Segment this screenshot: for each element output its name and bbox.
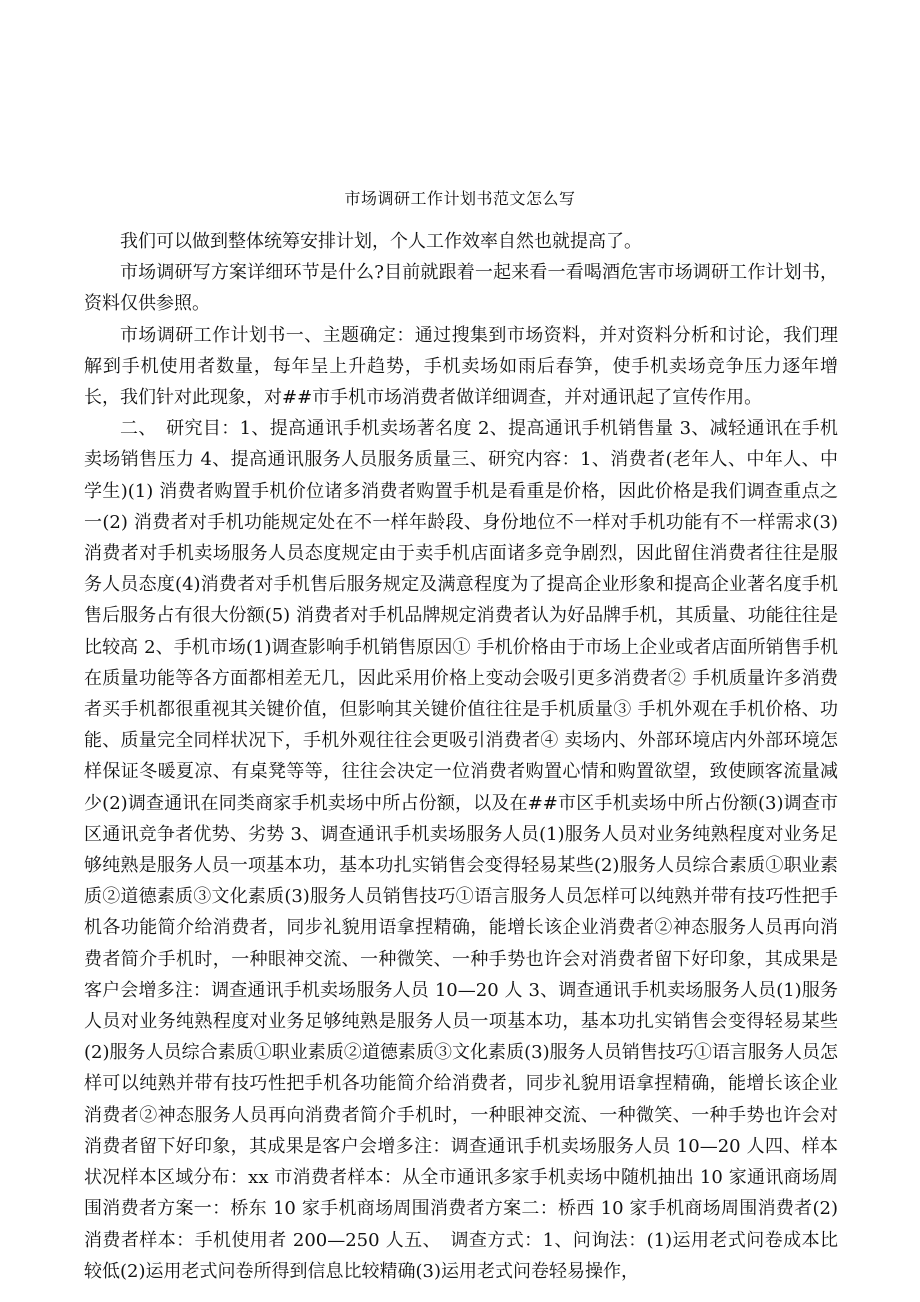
paragraph-question: 市场调研写方案详细环节是什么?目前就跟着一起来看一看喝酒危害市场调研工作计划书，资料仅供参照。 [84, 262, 838, 315]
paragraph-intro: 我们可以做到整体统筹安排计划，个人工作效率自然也就提高了。 [120, 231, 642, 252]
paragraph-research: 二、 研究目：1、提高通讯手机卖场著名度 2、提高通讯手机销售量 3、减轻通讯在手机卖场销售压力 4、提高通讯服务人员服务质量三、研究内容：1、消费者(老年人、中年人、中学生)(1) 消费者购置手机价位诸多消费者购置手机是看重是价格，因此价格是我们调查重点之一(2) 消费者对手机功能规定处在不一样年龄段、身份地位不一样对手机功能有不一样需求(3) 消费者对手机卖场服务人员态度规定由于卖手机店面诸多竞争剧烈，因此留住消费者往往是服务人员态度(4)消费者对手机售后服务规定及满意程度为了提高企业形象和提高企业著名度手机售后服务占有很大份额(5) 消费者对手机品牌规定消费者认为好品牌手机，其质量、功能往往是比较高 2、手机市场(1)调查影响手机销售原因① 手机价格由于市场上企业或者店面所销售手机在质量功能等各方面都相差无几，因此采用价格上变动会吸引更多消费者② 手机质量许多消费者买手机都很重视其关键价值，但影响其关键价值往往是手机质量③ 手机外观在手机价格、功能、质量完全同样状况下，手机外观往往会更吸引消费者④ 卖场内、外部环境店内外部环境怎样保证冬暖夏凉、有桌凳等等，往往会决定一位消费者购置心情和购置欲望，致使顾客流量减少(2)调查通讯在同类商家手机卖场中所占份额，以及在##市区手机卖场中所占份额(3)调查市区通讯竞争者优势、劣势 3、调查通讯手机卖场服务人员(1)服务人员对业务纯熟程度对业务足够纯熟是服务人员一项基本功，基本功扎实销售会变得轻易某些(2)服务人员综合素质①职业素质②道德素质③文化素质(3)服务人员销售技巧①语言服务人员怎样可以纯熟并带有技巧性把手机各功能简介给消费者，同步礼貌用语拿捏精确，能增长该企业消费者②神态服务人员再向消费者简介手机时，一种眼神交流、一种微笑、一种手势也许会对消费者留下好印象，其成果是客户会增多注：调查通讯手机卖场服务人员 10—20 人 3、调查通讯手机卖场服务人员(1)服务人员对业务纯熟程度对业务足够纯熟是服务人员一项基本功，基本功扎实销售会变得轻易某些(2)服务人员综合素质①职业素质②道德素质③文化素质(3)服务人员销售技巧①语言服务人员怎样可以纯熟并带有技巧性把手机各功能简介给消费者，同步礼貌用语拿捏精确，能增长该企业消费者②神态服务人员再向消费者简介手机时，一种眼神交流、一种微笑、一种手势也许会对消费者留下好印象，其成果是客户会增多注：调查通讯手机卖场服务人员 10—20 人四、样本状况样本区域分布：xx 市消费者样本：从全市通讯多家手机卖场中随机抽出 10 家通讯商场周围消费者方案一：桥东 10 家手机商场周围消费者方案二：桥西 10 家手机商场周围消费者(2)消费者样本：手机使用者 200—250 人五、 调查方式：1、问询法：(1)运用老式问卷成本比较低(2)运用老式问卷所得到信息比较精确(3)运用老式问卷轻易操作， [84, 418, 838, 1282]
document-body [84, 226, 838, 1287]
document-title: 市场调研工作计划书范文怎么写 [344, 189, 576, 208]
paragraph-topic: 市场调研工作计划书一、主题确定：通过搜集到市场资料，并对资料分析和讨论，我们理解到手机使用者数量，每年呈上升趋势，手机卖场如雨后春笋，使手机卖场竞争压力逐年增长，我们针对此现象，对##市手机市场消费者做详细调查，并对通讯起了宣传作用。 [84, 324, 838, 409]
